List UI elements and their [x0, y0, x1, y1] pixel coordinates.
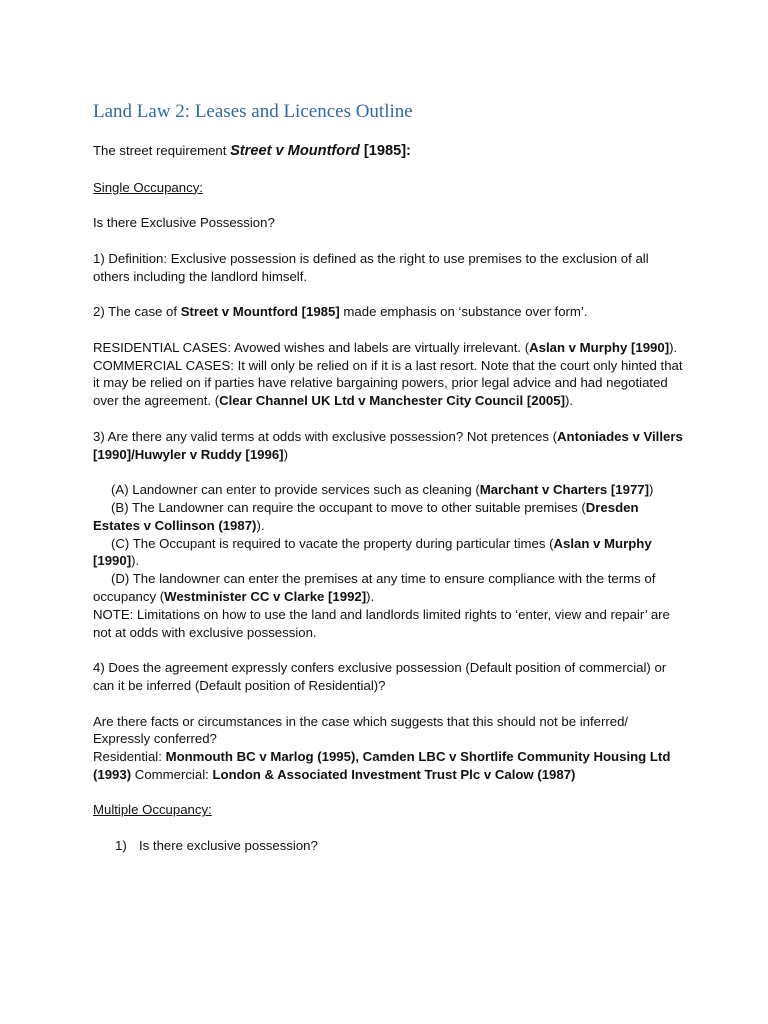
q3-post: ) — [283, 446, 288, 462]
item-a-case: Marchant v Charters [1977] — [479, 482, 650, 498]
case-name: Street v Mountford [1985] — [180, 304, 340, 320]
single-occupancy-heading: Single Occupancy: — [93, 179, 203, 195]
item-c-case: Aslan v Murphy [1990] — [93, 535, 652, 569]
item-c-post: ). — [131, 553, 140, 569]
question-3 — [93, 428, 683, 464]
q3-text: 3) Are there any valid terms at odds with exclusive possession? Not pretences ( — [93, 428, 557, 444]
item-b — [93, 499, 683, 535]
note-paragraph: NOTE: Limitations on how to use the land and landlords limited rights to ‘enter, view and repair’ are not at odds with exclusive possession. — [93, 606, 670, 640]
list-item — [115, 837, 683, 855]
item-d — [93, 570, 683, 606]
item-d-case: Westminister CC v Clarke [1992] — [164, 588, 367, 604]
case-pre: 2) The case of — [93, 304, 181, 320]
commercial-post: ). — [564, 393, 574, 409]
definition-label: 1) Definition: — [93, 250, 171, 266]
residential-commercial-cases — [93, 748, 683, 784]
residential-label: Residential: — [93, 749, 166, 765]
commercial-case-list: London & Associated Investment Trust Plc v Calow (1987) — [212, 766, 576, 782]
multiple-occupancy-heading: Multiple Occupancy: — [93, 802, 212, 818]
item-c-text: (C) The Occupant is required to vacate the property during particular times ( — [111, 535, 554, 551]
definition-paragraph — [93, 250, 683, 286]
facts-question: Are there facts or circumstances in the case which suggests that this should not be inferred/ Expressly conferred? — [93, 713, 629, 747]
case-post: made emphasis on ‘substance over form’. — [339, 304, 588, 320]
street-req-case: Street v Mountford — [230, 143, 360, 159]
item-a-text: (A) Landowner can enter to provide services such as cleaning ( — [111, 482, 480, 498]
residential-post: ). — [669, 339, 678, 355]
commercial-label: Commercial: — [131, 766, 213, 782]
commercial-cases — [93, 357, 683, 410]
item-b-text: (B) The Landowner can require the occupant to move to other suitable premises ( — [111, 499, 586, 515]
definition-text: Exclusive possession is defined as the right to use premises to the exclusion of all others including the landlord himself. — [93, 250, 649, 284]
residential-text: RESIDENTIAL CASES: Avowed wishes and labels are virtually irrelevant. ( — [93, 339, 530, 355]
q3-case: Antoniades v Villers [1990]/Huwyler v Ruddy [1996] — [93, 428, 683, 462]
item-d-text: (D) The landowner can enter the premises at any time to ensure compliance with the terms of occupancy ( — [93, 571, 656, 604]
document-title: Land Law 2: Leases and Licences Outline — [93, 101, 413, 122]
list-item-number: 1) — [115, 838, 127, 854]
item-b-case: Dresden Estates v Collinson (1987) — [93, 499, 639, 533]
question-4: 4) Does the agreement expressly confers exclusive possession (Default position of commercial) or can it be inferred (Default position of Residential)? — [93, 660, 667, 693]
exclusive-possession-question: Is there Exclusive Possession? — [93, 215, 275, 231]
item-d-post: ). — [366, 588, 375, 604]
item-a-post: ) — [649, 482, 654, 498]
item-b-post: ). — [256, 517, 265, 533]
street-req-pre: The street requirement — [93, 143, 231, 158]
residential-cases — [93, 339, 683, 357]
commercial-case: Clear Channel UK Ltd v Manchester City Council [2005] — [219, 393, 565, 409]
document-body — [93, 142, 683, 855]
residential-case-list: Monmouth BC v Marlog (1995), Camden LBC v Shortlife Community Housing Ltd (1993) — [93, 749, 671, 782]
street-req-year: [1985]: — [359, 143, 411, 159]
case-paragraph — [93, 303, 683, 321]
item-a — [93, 481, 683, 499]
commercial-text: COMMERCIAL CASES: It will only be relied on if it is a last resort. Note that the court only hinted that it may be relied on if parties have relative bargaining powers, prior legal advice and had negotiated over the agreement. ( — [93, 357, 683, 409]
list-item-text: Is there exclusive possession? — [139, 838, 318, 854]
item-c — [93, 535, 683, 571]
residential-case: Aslan v Murphy [1990] — [529, 339, 670, 355]
street-requirement — [93, 142, 683, 161]
